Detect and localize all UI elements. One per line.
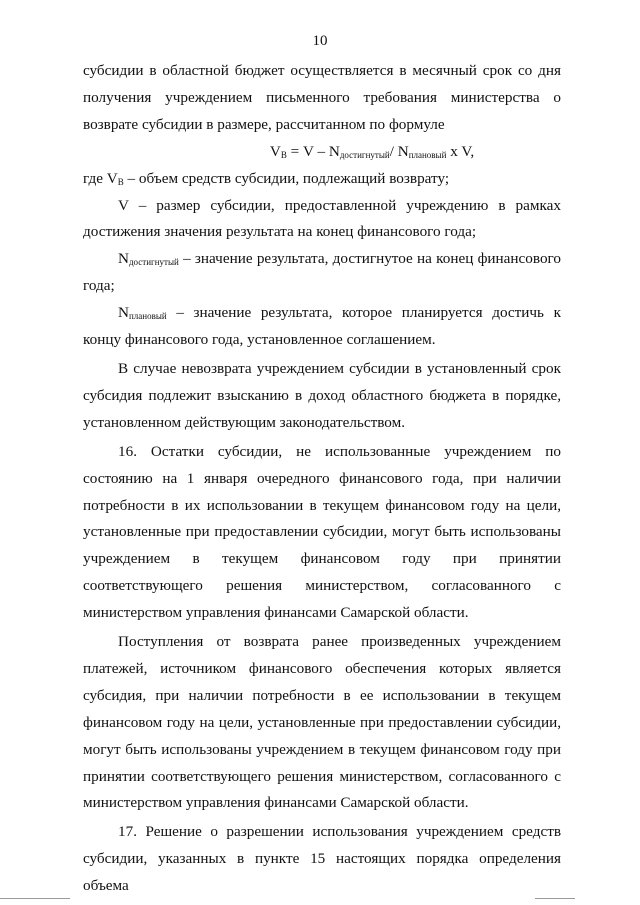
formula-eq: = V – N <box>286 142 340 160</box>
page-number: 10 <box>312 33 328 49</box>
definition-vb <box>83 166 561 193</box>
formula-sub-achieved: достигнутый <box>339 149 390 160</box>
definition-n-achieved <box>83 246 561 300</box>
formula-lhs-sub: В <box>280 149 287 160</box>
scan-artifact-line <box>535 898 575 899</box>
definition-n-planned <box>83 300 561 354</box>
formula-lhs: V <box>269 142 281 160</box>
document-body <box>83 58 561 900</box>
paragraph-17: 17. Решение о разрешении использования учреждением средств субсидии, указанных в пункте 15 настоящих порядка определения объема <box>83 823 561 895</box>
formula-sub-planned: плановый <box>408 149 447 160</box>
definition-v: V – размер субсидии, предоставленной учреждению в рамках достижения значения результата на конец финансового года; <box>83 196 561 241</box>
paragraph-nonreturn: В случае невозврата учреждением субсидии в установленный срок субсидия подлежит взысканию в доход областного бюджета в порядке, установленном действующим законодательством. <box>83 359 561 431</box>
definition-n-achieved-sub: достигнутый <box>128 257 179 268</box>
formula-tail: x V, <box>446 142 475 160</box>
definition-n-planned-symbol: N <box>118 304 129 322</box>
definition-vb-text: – объем средств субсидии, подлежащий возврату; <box>123 169 450 187</box>
definition-n-achieved-symbol: N <box>118 250 129 268</box>
definition-n-planned-text: – значение результата, которое планируется достичь к концу финансового года, установленное соглашением. <box>83 304 561 349</box>
definition-vb-symbol: где V <box>83 169 118 187</box>
paragraph-subsidy-return-deadline: субсидии в областной бюджет осуществляется в месячный срок со дня получения учреждением письменного требования министерства о возврате субсидии в размере, рассчитанном по формуле <box>83 62 561 133</box>
definition-vb-sub: В <box>117 176 124 187</box>
scan-artifact-line <box>0 898 70 899</box>
paragraph-16: 16. Остатки субсидии, не использованные учреждением по состоянию на 1 января очередного финансового года, при наличии потребности в их использовании в текущем финансовом году на цели, установленные при предоставлении субсидии, могут быть использованы учреждением в текущем финансовом году при принятии соответствующего решения министерством, согласованного с министерством управления финансами Самарской области. <box>83 442 561 622</box>
formula-slash: / N <box>389 142 409 160</box>
return-formula <box>83 139 561 166</box>
definition-n-achieved-text: – значение результата, достигнутое на конец финансового года; <box>83 250 561 295</box>
definition-n-planned-sub: плановый <box>128 311 167 322</box>
paragraph-receipts: Поступления от возврата ранее произведенных учреждением платежей, источником финансового обеспечения которых является субсидия, при наличии потребности в ее использовании в текущем финансовом году на цели, установленные при предоставлении субсидии, могут быть использованы учреждением в текущем финансовом году при принятии соответствующего решения министерством, согласованного с министерством управления финансами Самарской области. <box>83 633 561 812</box>
